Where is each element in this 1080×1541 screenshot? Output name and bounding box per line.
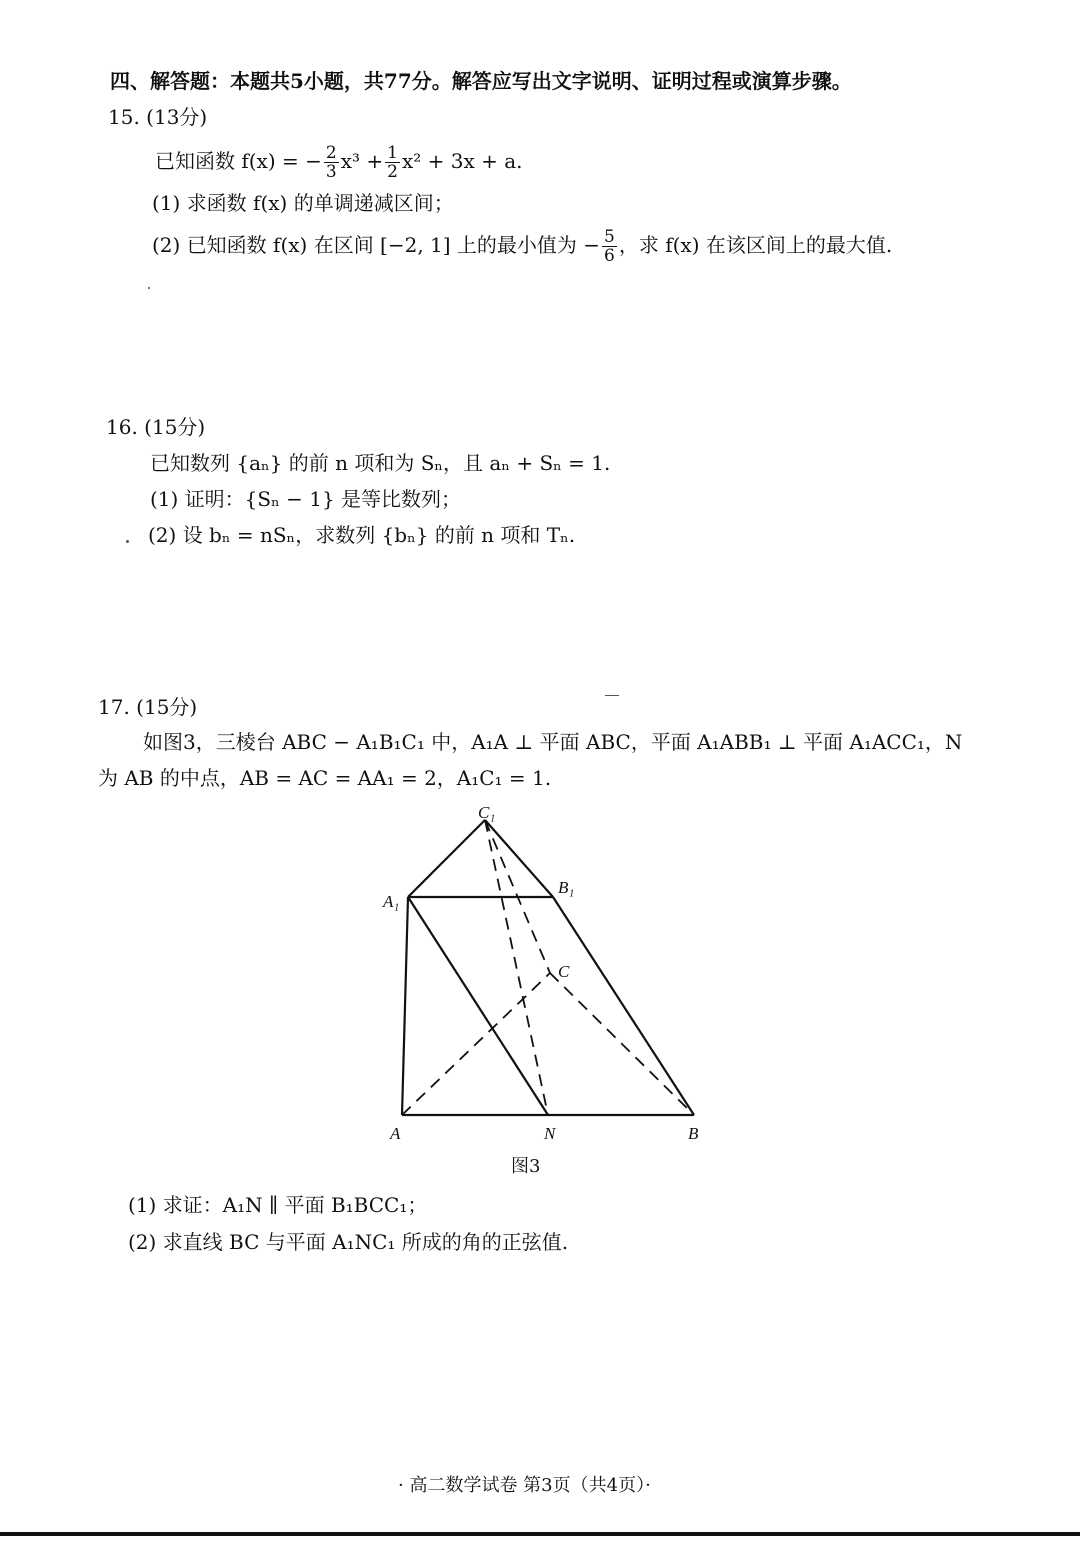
- figure-caption: 图3: [511, 1156, 541, 1177]
- q16-part2: (2) 设 bₙ = nSₙ，求数列 {bₙ} 的前 n 项和 Tₙ.: [148, 523, 576, 547]
- q15-fraction-1-num: 2: [325, 143, 337, 163]
- segment-A1-N: [408, 897, 548, 1115]
- q15-fraction-2: [385, 144, 400, 181]
- label-C1: C₁: [478, 805, 496, 822]
- segment-C1-N: [485, 820, 548, 1115]
- page-footer: · 高二数学试卷 第3页（共4页）·: [398, 1475, 651, 1496]
- edge-C1-A1: [408, 820, 485, 897]
- edge-A-C: [402, 973, 550, 1115]
- edge-C-B: [550, 973, 694, 1115]
- label-B: B: [688, 1124, 699, 1143]
- q17-number: 17. (15分): [98, 695, 198, 719]
- q15-fraction-1-den: 3: [325, 162, 337, 182]
- q15-intro: [155, 144, 522, 181]
- q17-intro-line1: 如图3，三棱台 ABC − A₁B₁C₁ 中，A₁A ⊥ 平面 ABC，平面 A₁ABB₁ ⊥ 平面 A₁ACC₁，N: [143, 730, 963, 754]
- scan-speck: [126, 540, 129, 543]
- q15-part2-prefix: (2) 已知函数 f(x) 在区间 [−2, 1] 上的最小值为 −: [152, 233, 601, 257]
- edge-B1-B: [553, 897, 694, 1115]
- q15-number: 15. (13分): [108, 105, 208, 129]
- q15-fraction-1: [324, 144, 339, 181]
- q15-fraction-2-den: 2: [387, 162, 398, 182]
- q15-fraction-2-num: 1: [387, 143, 398, 163]
- bottom-border: [0, 1532, 1080, 1536]
- q15-part2: [152, 228, 892, 265]
- section-heading: 四、解答题：本题共5小题，共77分。解答应写出文字说明、证明过程或演算步骤。: [110, 69, 852, 93]
- q16-intro: 已知数列 {aₙ} 的前 n 项和为 Sₙ，且 aₙ + Sₙ = 1.: [150, 451, 611, 475]
- q17-part1: (1) 求证：A₁N ∥ 平面 B₁BCC₁；: [128, 1193, 428, 1217]
- q15-fraction-3-num: 5: [604, 227, 615, 247]
- label-A: A: [390, 1124, 401, 1143]
- q17-part2: (2) 求直线 BC 与平面 A₁NC₁ 所成的角的正弦值.: [128, 1230, 569, 1254]
- q15-fraction-3: [602, 228, 617, 265]
- q16-part1: (1) 证明：{Sₙ − 1} 是等比数列；: [150, 487, 462, 511]
- q15-term-2: x² + 3x + a.: [401, 149, 523, 173]
- q15-term-1: x³ +: [340, 149, 384, 173]
- q15-intro-prefix: 已知函数 f(x) = −: [155, 149, 322, 173]
- q15-part1: (1) 求函数 f(x) 的单调递减区间；: [152, 191, 454, 215]
- q16-number: 16. (15分): [106, 415, 206, 439]
- q17-intro-line2: 为 AB 的中点，AB = AC = AA₁ = 2，A₁C₁ = 1.: [98, 766, 552, 790]
- q15-fraction-3-den: 6: [604, 246, 615, 266]
- edge-C1-B1: [485, 820, 553, 897]
- scan-speck: [148, 287, 150, 289]
- label-B1: B₁: [558, 878, 575, 897]
- frustum-figure: [370, 805, 730, 1150]
- edge-A1-A: [402, 897, 408, 1115]
- label-A1: A₁: [383, 892, 400, 911]
- label-C: C: [558, 962, 570, 981]
- q15-part2-suffix: ，求 f(x) 在该区间上的最大值.: [618, 233, 893, 257]
- label-N: N: [544, 1124, 556, 1143]
- scan-speck: [605, 695, 619, 696]
